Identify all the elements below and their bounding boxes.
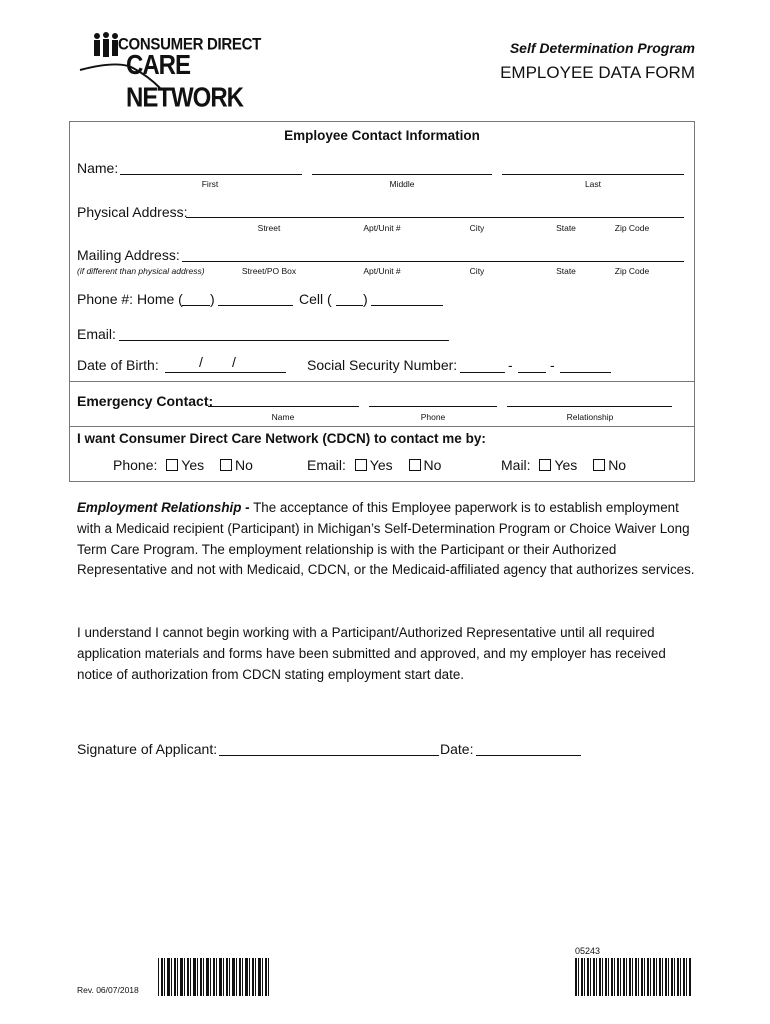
sub-street: Street bbox=[257, 223, 281, 233]
email-yes-label: Yes bbox=[369, 457, 393, 473]
dob-label: Date of Birth: bbox=[77, 357, 159, 373]
phone-cell-label: Cell ( bbox=[299, 291, 332, 307]
sub-zip-2: Zip Code bbox=[614, 266, 650, 276]
sub-city-2: City bbox=[469, 266, 485, 276]
name-label: Name: bbox=[77, 160, 119, 176]
employment-paragraph bbox=[77, 498, 697, 581]
mail-pref-label: Mail: bbox=[501, 457, 531, 473]
phone-no-checkbox[interactable] bbox=[220, 459, 232, 471]
form-code: 05243 bbox=[575, 946, 601, 956]
employment-text: The acceptance of this Employee paperwork is to establish employment with a Medicaid recipient (Participant) in Michigan’s Self-Determination Program or Choice Waiver Long Term Care Program. The employment relationship is with the Participant or their Authorized Representative and not with Medicaid, CDCN, or the Medicaid-affiliated agency that authorizes services. bbox=[77, 500, 695, 578]
physical-address-field[interactable] bbox=[186, 217, 684, 218]
cell-phone-field[interactable] bbox=[371, 305, 443, 306]
cell-area-code-field[interactable] bbox=[336, 305, 363, 306]
program-title: Self Determination Program bbox=[509, 40, 695, 56]
mail-yes-checkbox[interactable] bbox=[539, 459, 551, 471]
dob-sep-2: / bbox=[232, 354, 236, 370]
ssn-sep-2: - bbox=[550, 357, 555, 373]
employment-lead: Employment Relationship - bbox=[77, 500, 250, 515]
sub-state-2: State bbox=[556, 266, 576, 276]
mail-no-label: No bbox=[608, 457, 627, 473]
barcode-2 bbox=[575, 958, 692, 996]
divider-2 bbox=[70, 426, 694, 427]
email-no-checkbox[interactable] bbox=[409, 459, 421, 471]
contact-heading: Employee Contact Information bbox=[284, 128, 480, 143]
emergency-phone-field[interactable] bbox=[369, 406, 497, 407]
date-field[interactable] bbox=[476, 755, 581, 756]
phone-yes-checkbox[interactable] bbox=[166, 459, 178, 471]
divider-1 bbox=[70, 381, 694, 382]
sub-apt: Apt/Unit # bbox=[363, 223, 401, 233]
dob-sep-1: / bbox=[199, 354, 203, 370]
sub-middle: Middle bbox=[389, 179, 415, 189]
middle-name-field[interactable] bbox=[312, 174, 492, 175]
mail-no-checkbox[interactable] bbox=[593, 459, 605, 471]
logo-people-icon bbox=[92, 32, 120, 62]
emergency-name-field[interactable] bbox=[208, 406, 359, 407]
mailing-address-field[interactable] bbox=[182, 261, 684, 262]
ssn-label: Social Security Number: bbox=[307, 357, 458, 373]
contact-pref-heading: I want Consumer Direct Care Network (CDCN) to contact me by: bbox=[77, 431, 486, 446]
understand-paragraph: I understand I cannot begin working with a Participant/Authorized Representative until all required application materials and forms have been submitted and approved, and my employer has received notice of authorization from CDCN stating employment start date. bbox=[77, 625, 666, 682]
sub-last: Last bbox=[584, 179, 602, 189]
barcode-1 bbox=[158, 958, 270, 996]
sub-first: First bbox=[201, 179, 219, 189]
mailing-note: (if different than physical address) bbox=[77, 266, 205, 276]
sub-em-name: Name bbox=[271, 412, 295, 422]
home-area-code-field[interactable] bbox=[182, 305, 210, 306]
date-label: Date: bbox=[440, 741, 474, 757]
sub-zip: Zip Code bbox=[614, 223, 650, 233]
logo-swoosh-icon bbox=[78, 60, 168, 90]
email-no-label: No bbox=[423, 457, 442, 473]
mail-pref-row bbox=[501, 457, 626, 473]
emergency-relationship-field[interactable] bbox=[507, 406, 672, 407]
ssn-field-2[interactable] bbox=[518, 372, 546, 373]
home-paren-close: ) bbox=[210, 291, 215, 307]
signature-label: Signature of Applicant: bbox=[77, 741, 218, 757]
last-name-field[interactable] bbox=[502, 174, 684, 175]
sub-em-phone: Phone bbox=[420, 412, 446, 422]
emergency-label: Emergency Contact: bbox=[77, 393, 214, 409]
logo-line-1: CONSUMER DIRECT bbox=[118, 35, 262, 54]
sub-em-relationship: Relationship bbox=[566, 412, 614, 422]
ssn-sep-1: - bbox=[508, 357, 513, 373]
phone-no-label: No bbox=[235, 457, 253, 473]
dob-field[interactable] bbox=[165, 372, 286, 373]
phone-pref-label: Phone: bbox=[113, 457, 158, 473]
email-field[interactable] bbox=[119, 340, 449, 341]
form-title: EMPLOYEE DATA FORM bbox=[500, 63, 695, 82]
cell-paren-close: ) bbox=[363, 291, 368, 307]
email-pref-label: Email: bbox=[307, 457, 346, 473]
physical-address-label: Physical Address: bbox=[77, 204, 188, 220]
mail-yes-label: Yes bbox=[554, 457, 578, 473]
sub-street-po: Street/PO Box bbox=[241, 266, 297, 276]
home-phone-field[interactable] bbox=[218, 305, 293, 306]
phone-home-label: Phone #: Home ( bbox=[77, 291, 183, 307]
revision-date: Rev. 06/07/2018 bbox=[77, 985, 139, 995]
company-logo bbox=[78, 30, 278, 114]
phone-yes-label: Yes bbox=[181, 457, 205, 473]
signature-field[interactable] bbox=[219, 755, 439, 756]
sub-city: City bbox=[469, 223, 485, 233]
logo-line-2: CARE NETWORK bbox=[126, 50, 243, 114]
sub-state: State bbox=[556, 223, 576, 233]
email-pref-row bbox=[307, 457, 441, 473]
ssn-field-1[interactable] bbox=[460, 372, 505, 373]
first-name-field[interactable] bbox=[120, 174, 302, 175]
sub-apt-2: Apt/Unit # bbox=[363, 266, 401, 276]
email-label: Email: bbox=[77, 326, 116, 342]
phone-pref-row bbox=[113, 457, 253, 473]
mailing-address-label: Mailing Address: bbox=[77, 247, 180, 263]
ssn-field-3[interactable] bbox=[560, 372, 611, 373]
email-yes-checkbox[interactable] bbox=[355, 459, 367, 471]
